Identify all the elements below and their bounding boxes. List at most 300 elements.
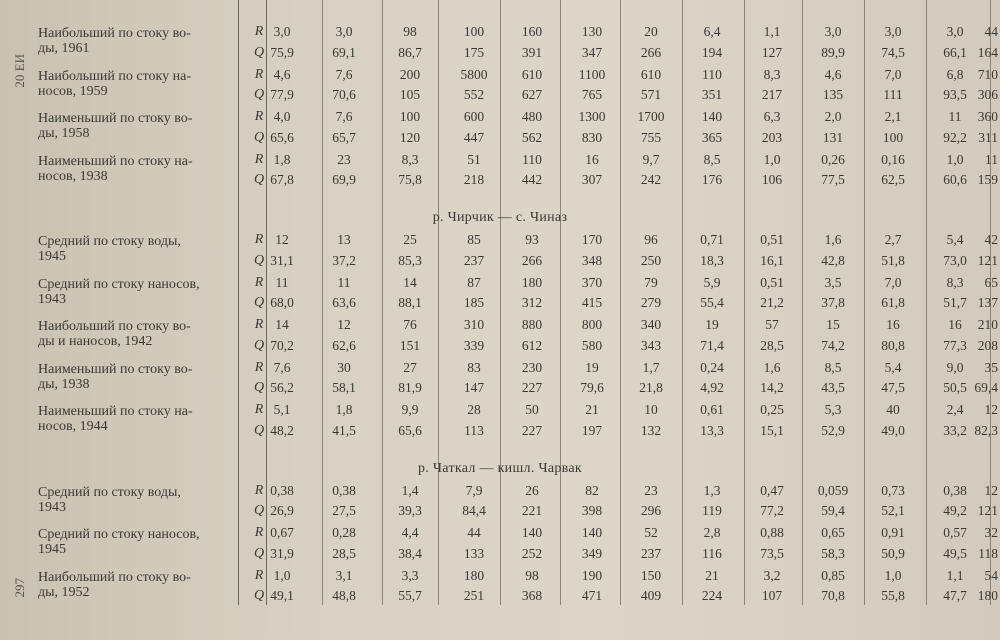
table-cell: 0,67: [270, 525, 294, 540]
table-cell: 203: [761, 129, 783, 145]
table-cell: 50: [525, 402, 539, 417]
table-cell: 60,6: [943, 172, 967, 187]
table-cell: 55,7: [398, 588, 422, 603]
table-cell: 391: [521, 44, 543, 60]
table-cell: 41,5: [332, 422, 356, 438]
row-label-line: Наибольший по стоку на-: [38, 68, 192, 84]
table-cell: 18,3: [700, 252, 724, 268]
table-cell: 164: [977, 44, 998, 60]
table-cell: 6,4: [703, 24, 721, 39]
table-cell: 571: [640, 87, 662, 102]
r-indicator: R: [254, 66, 264, 82]
table-cell: 135: [822, 87, 844, 102]
table-cell: 1,0: [763, 151, 781, 167]
column-rule: [238, 0, 239, 605]
table-cell: 92,2: [943, 129, 967, 145]
q-indicator: Q: [253, 503, 265, 518]
table-cell: 252: [521, 545, 543, 561]
table-cell: 67,8: [270, 172, 294, 187]
table-cell: 110: [522, 151, 542, 167]
row-label-line: 1945: [38, 542, 66, 557]
table-cell: 800: [581, 317, 603, 332]
row-label-line: Средний по стоку воды,: [38, 234, 181, 249]
table-cell: 21,8: [639, 380, 663, 395]
table-cell: 39,3: [398, 503, 422, 518]
table-cell: 58,3: [821, 545, 845, 561]
table-cell: 49,2: [943, 503, 967, 518]
r-indicator: R: [254, 151, 264, 167]
table-cell: 480: [521, 109, 543, 124]
table-cell: 47,5: [881, 380, 905, 395]
q-indicator: Q: [253, 545, 265, 561]
table-cell: 51,7: [943, 295, 967, 310]
section-heading: р. Чаткал — кишл. Чарвак: [418, 460, 582, 476]
table-cell: 368: [521, 588, 543, 603]
table-cell: 210: [977, 317, 998, 332]
table-cell: 7,6: [335, 109, 353, 124]
table-cell: 20: [644, 24, 658, 39]
table-cell: 61,8: [881, 295, 905, 310]
table-cell: 765: [581, 87, 603, 102]
table-cell: 1700: [637, 109, 665, 124]
row-label-line: ды, 1958: [38, 126, 90, 141]
table-cell: 42,8: [821, 252, 845, 268]
row-label-line: носов, 1944: [38, 419, 108, 434]
table-cell: 74,5: [881, 44, 905, 60]
table-cell: 84,4: [462, 503, 486, 518]
table-cell: 1,3: [703, 482, 721, 498]
table-cell: 28: [467, 402, 481, 417]
table-cell: 12: [984, 482, 998, 498]
table-cell: 13,3: [700, 422, 724, 438]
row-label-line: ды, 1952: [38, 584, 90, 600]
table-cell: 85: [467, 232, 481, 247]
table-cell: 14,2: [760, 380, 784, 395]
table-cell: 98: [403, 24, 417, 39]
table-cell: 51,8: [881, 252, 905, 268]
table-cell: 58,1: [332, 380, 356, 395]
row-label: [38, 111, 238, 141]
table-cell: 147: [463, 380, 485, 395]
table-cell: 9,0: [946, 359, 964, 375]
table-cell: 65: [984, 274, 998, 290]
row-label: [38, 69, 238, 99]
table-cell: 6,3: [763, 109, 781, 124]
table-cell: 73,0: [943, 252, 967, 268]
row-label-line: Наименьший по стоку на-: [38, 404, 193, 419]
table-cell: 15,1: [760, 422, 784, 438]
q-indicator: Q: [253, 252, 265, 268]
table-cell: 8,3: [946, 274, 964, 290]
table-cell: 0,38: [270, 482, 294, 498]
table-cell: 4,6: [824, 66, 842, 82]
table-cell: 755: [640, 129, 662, 145]
table-cell: 1,6: [824, 232, 842, 247]
table-cell: 447: [463, 129, 485, 145]
table-cell: 13: [337, 232, 351, 247]
table-cell: 27: [403, 359, 417, 375]
table-cell: 40: [886, 402, 900, 417]
table-cell: 3,5: [824, 274, 842, 290]
table-cell: 65,7: [332, 129, 356, 145]
table-cell: 0,38: [332, 482, 356, 498]
table-cell: 12: [984, 402, 998, 417]
table-cell: 70,8: [821, 588, 845, 603]
table-cell: 69,1: [332, 44, 356, 60]
table-cell: 0,71: [700, 232, 724, 247]
table-cell: 140: [521, 525, 543, 540]
row-label: [38, 485, 238, 515]
table-cell: 190: [581, 567, 603, 583]
table-cell: 415: [581, 295, 603, 310]
table-cell: 49,0: [881, 422, 905, 438]
table-cell: 76: [403, 317, 417, 332]
table-cell: 44: [984, 24, 998, 39]
table-cell: 4,0: [273, 109, 291, 124]
table-cell: 0,61: [700, 402, 724, 417]
table-cell: 242: [640, 172, 662, 187]
q-indicator: Q: [253, 380, 265, 395]
table-cell: 28,5: [332, 545, 356, 561]
table-cell: 347: [581, 44, 603, 60]
table-cell: 51: [467, 151, 481, 167]
table-cell: 32: [984, 525, 998, 540]
table-cell: 7,6: [335, 66, 353, 82]
table-cell: 68,0: [270, 295, 294, 310]
table-cell: 48,2: [270, 422, 294, 438]
table-cell: 0,51: [760, 274, 784, 290]
table-cell: 16: [948, 317, 962, 332]
table-cell: 351: [701, 87, 723, 102]
table-cell: 5800: [460, 66, 488, 82]
table-cell: 360: [977, 109, 998, 124]
q-indicator: Q: [253, 172, 265, 187]
table-cell: 0,28: [332, 525, 356, 540]
table-cell: 26,9: [270, 503, 294, 518]
table-cell: 3,0: [273, 24, 291, 39]
table-cell: 23: [644, 482, 658, 498]
table-cell: 82: [585, 482, 599, 498]
table-cell: 42: [984, 232, 998, 247]
table-cell: 5,1: [273, 402, 291, 417]
table-cell: 0,38: [943, 482, 967, 498]
table-cell: 44: [467, 525, 481, 540]
table-cell: 16: [886, 317, 900, 332]
table-cell: 4,6: [273, 66, 291, 82]
table-cell: 200: [399, 66, 421, 82]
table-cell: 28,5: [760, 337, 784, 353]
row-label-line: носов, 1938: [38, 168, 108, 184]
table-cell: 31,9: [270, 545, 294, 561]
row-label-line: 1943: [38, 291, 66, 307]
table-cell: 224: [701, 588, 723, 603]
table-cell: 21,2: [760, 295, 784, 310]
r-indicator: R: [254, 24, 264, 39]
table-cell: 208: [977, 337, 998, 353]
row-label-line: ды, 1938: [38, 376, 90, 392]
table-cell: 77,3: [943, 337, 967, 353]
table-cell: 340: [640, 317, 662, 332]
table-cell: 0,16: [881, 151, 905, 167]
table-cell: 85,3: [398, 252, 422, 268]
table-cell: 137: [977, 295, 998, 310]
table-cell: 79: [644, 274, 658, 290]
table-cell: 227: [521, 380, 543, 395]
table-cell: 1,4: [401, 482, 419, 498]
table-cell: 0,88: [760, 525, 784, 540]
table-cell: 11: [275, 274, 289, 290]
table-cell: 0,24: [700, 359, 724, 375]
table-cell: 349: [581, 545, 603, 561]
row-label-line: носов, 1959: [38, 83, 108, 99]
table-cell: 54: [984, 567, 998, 583]
table-cell: 98: [525, 567, 539, 583]
table-cell: 16,1: [760, 252, 784, 268]
table-cell: 3,0: [884, 24, 902, 39]
row-label-line: ды и наносов, 1942: [38, 334, 153, 349]
row-label-line: Наименьший по стоку во-: [38, 111, 193, 126]
q-indicator: Q: [253, 295, 265, 310]
table-cell: 25: [403, 232, 417, 247]
table-cell: 9,7: [642, 151, 660, 167]
table-cell: 1,0: [273, 567, 291, 583]
table-cell: 176: [701, 172, 723, 187]
table-cell: 21: [705, 567, 719, 583]
q-indicator: Q: [253, 588, 265, 603]
table-cell: 237: [640, 545, 662, 561]
table-cell: 49,1: [270, 588, 294, 603]
r-indicator: R: [254, 109, 264, 124]
table-cell: 2,7: [884, 232, 902, 247]
table-cell: 63,6: [332, 295, 356, 310]
table-cell: 170: [581, 232, 603, 247]
table-cell: 1100: [578, 66, 606, 82]
table-cell: 237: [463, 252, 485, 268]
table-cell: 7,6: [273, 359, 291, 375]
table-cell: 0,51: [760, 232, 784, 247]
table-cell: 230: [521, 359, 543, 375]
table-cell: 3,3: [401, 567, 419, 583]
table-cell: 107: [761, 588, 783, 603]
table-cell: 279: [640, 295, 662, 310]
table-cell: 75,8: [398, 172, 422, 187]
table-cell: 14: [275, 317, 289, 332]
table-cell: 580: [581, 337, 603, 353]
table-cell: 26: [525, 482, 539, 498]
table-cell: 81,9: [398, 380, 422, 395]
table-cell: 69,9: [332, 172, 356, 187]
table-cell: 119: [702, 503, 722, 518]
table-cell: 339: [463, 337, 485, 353]
table-cell: 79,6: [580, 380, 604, 395]
row-label-line: 1945: [38, 249, 66, 264]
table-cell: 221: [521, 503, 543, 518]
table-cell: 2,8: [703, 525, 721, 540]
table-cell: 1,1: [946, 567, 964, 583]
table-cell: 180: [977, 588, 998, 603]
table-cell: 398: [581, 503, 603, 518]
row-label-line: 1943: [38, 499, 66, 515]
table-cell: 65,6: [398, 422, 422, 438]
q-indicator: Q: [253, 87, 265, 102]
r-indicator: R: [254, 274, 264, 290]
table-cell: 56,2: [270, 380, 294, 395]
table-cell: 160: [521, 24, 543, 39]
section-heading: р. Чирчик — с. Чиназ: [432, 210, 568, 225]
row-label: [38, 570, 238, 600]
table-cell: 8,5: [824, 359, 842, 375]
table-cell: 62,6: [332, 337, 356, 353]
table-cell: 14: [403, 274, 417, 290]
table-cell: 175: [463, 44, 485, 60]
margin-note-top: 20 ЕИ: [12, 54, 27, 88]
table-cell: 19: [705, 317, 719, 332]
table-cell: 74,2: [821, 337, 845, 353]
table-cell: 9,9: [401, 402, 419, 417]
table-cell: 77,9: [270, 87, 294, 102]
table-cell: 47,7: [943, 588, 967, 603]
r-indicator: R: [254, 402, 264, 417]
table-cell: 31,1: [270, 252, 294, 268]
table-cell: 7,0: [884, 66, 902, 82]
q-indicator: Q: [253, 44, 265, 60]
table-cell: 1300: [578, 109, 606, 124]
table-cell: 2,1: [884, 109, 902, 124]
table-cell: 197: [581, 422, 603, 438]
r-indicator: R: [254, 525, 264, 540]
table-cell: 50,5: [943, 380, 967, 395]
table-cell: 52: [644, 525, 658, 540]
table-cell: 3,0: [824, 24, 842, 39]
r-indicator: R: [254, 567, 264, 583]
table-cell: 83: [467, 359, 481, 375]
table-cell: 3,0: [335, 24, 353, 39]
table-cell: 296: [640, 503, 662, 518]
table-cell: 86,7: [398, 44, 422, 60]
table-cell: 30: [337, 359, 351, 375]
table-cell: 0,91: [881, 525, 905, 540]
table-cell: 880: [521, 317, 543, 332]
table-cell: 120: [399, 129, 421, 145]
table-cell: 4,4: [401, 525, 419, 540]
table-cell: 52,1: [881, 503, 905, 518]
table-cell: 180: [463, 567, 485, 583]
table-cell: 35: [984, 359, 998, 375]
table-cell: 140: [701, 109, 723, 124]
row-label: [38, 404, 238, 434]
table-cell: 0,57: [943, 525, 967, 540]
page-number: 297: [12, 578, 27, 598]
table-cell: 2,0: [824, 109, 842, 124]
table-cell: 37,8: [821, 295, 845, 310]
table-cell: 100: [463, 24, 485, 39]
table-cell: 37,2: [332, 252, 356, 268]
table-cell: 5,4: [884, 359, 902, 375]
table-cell: 343: [640, 337, 662, 353]
table-cell: 12: [337, 317, 351, 332]
table-cell: 4,92: [700, 380, 724, 395]
table-cell: 0,85: [821, 567, 845, 583]
row-label: [38, 154, 238, 184]
table-cell: 15: [826, 317, 840, 332]
table-cell: 87: [467, 274, 481, 290]
table-cell: 5,3: [824, 402, 842, 417]
table-cell: 38,4: [398, 545, 422, 561]
table-cell: 266: [521, 252, 543, 268]
table-cell: 311: [978, 129, 998, 145]
table-cell: 118: [978, 545, 998, 561]
table-cell: 113: [464, 422, 484, 438]
table-cell: 133: [463, 545, 485, 561]
table-cell: 218: [463, 172, 485, 187]
table-cell: 2,4: [946, 402, 964, 417]
table-cell: 70,2: [270, 337, 294, 353]
table-cell: 55,8: [881, 588, 905, 603]
table-cell: 100: [882, 129, 904, 145]
table-cell: 93: [525, 232, 539, 247]
table-cell: 116: [702, 545, 722, 561]
row-label-line: ды, 1961: [38, 41, 90, 56]
table-cell: 310: [463, 317, 485, 332]
row-label: [38, 26, 238, 56]
table-cell: 43,5: [821, 380, 845, 395]
table-cell: 96: [644, 232, 658, 247]
table-cell: 100: [399, 109, 421, 124]
q-indicator: Q: [253, 129, 265, 145]
table-cell: 5,4: [946, 232, 964, 247]
table-cell: 69,4: [974, 380, 998, 395]
table-cell: 55,4: [700, 295, 724, 310]
table-cell: 612: [521, 337, 543, 353]
table-cell: 1,6: [763, 359, 781, 375]
table-cell: 1,0: [884, 567, 902, 583]
r-indicator: R: [254, 482, 264, 498]
table-cell: 11: [985, 151, 998, 167]
table-cell: 106: [761, 172, 783, 187]
q-indicator: Q: [253, 337, 265, 353]
table-cell: 217: [761, 87, 783, 102]
table-cell: 180: [521, 274, 543, 290]
table-cell: 121: [977, 252, 998, 268]
table-cell: 66,1: [943, 44, 967, 60]
table-cell: 52,9: [821, 422, 845, 438]
row-label: [38, 319, 238, 349]
table-cell: 77,5: [821, 172, 845, 187]
row-label: [38, 527, 238, 557]
table-cell: 150: [640, 567, 662, 583]
table-cell: 48,8: [332, 588, 356, 603]
table-cell: 73,5: [760, 545, 784, 561]
table-cell: 250: [640, 252, 662, 268]
table-cell: 830: [581, 129, 603, 145]
row-label-line: Наименьший по стоку на-: [38, 153, 193, 169]
table-cell: 121: [977, 503, 998, 518]
table-cell: 185: [463, 295, 485, 310]
table-cell: 27,5: [332, 503, 356, 518]
r-indicator: R: [254, 317, 264, 332]
table-cell: 23: [337, 151, 351, 167]
table-cell: 0,059: [817, 482, 849, 498]
table-cell: 1,0: [946, 151, 964, 167]
table-cell: 131: [822, 129, 844, 145]
table-cell: 57: [765, 317, 779, 332]
table-cell: 365: [701, 129, 723, 145]
table-cell: 5,9: [703, 274, 721, 290]
table-cell: 471: [581, 588, 603, 603]
table-cell: 71,4: [700, 337, 724, 353]
table-cell: 610: [640, 66, 662, 82]
table-cell: 19: [585, 359, 599, 375]
